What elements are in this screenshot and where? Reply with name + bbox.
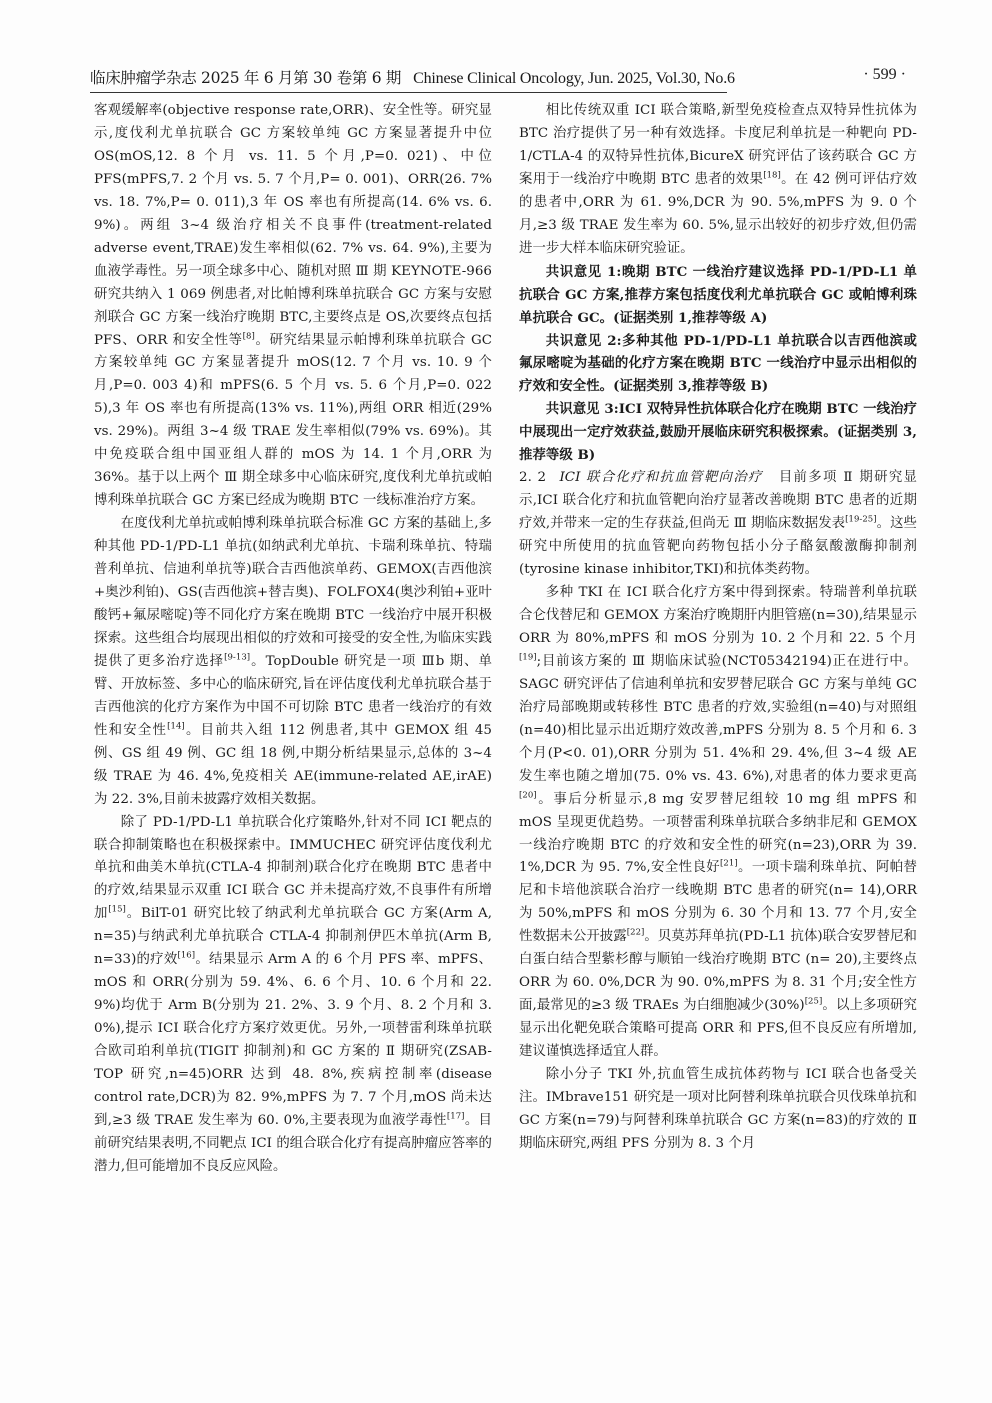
text: 。研究结果显示帕博利珠单抗联合 GC 方案较单纯 GC 方案显著提升 mOS(12. 7 个月 vs. 10. 9 个月,P=0. 003 4)和 mPFS(6. 5 个月 vs. 5. 6 个月,P=0. 022 5),3 年 OS 率也有所提高(13% vs. 11%),两组 ORR 相近(29% vs. 29%)。两组 3~4 级 TRAE 发生率相似(79% vs. 69%)。其中免疫联合组中国亚组人群的 mOS 为 14. 1 个月,ORR 为 36%。基于以上两个 Ⅲ 期全球多中心临床研究,度伐利尤单抗或帕博利珠单抗联合 GC 方案已经成为晚期 BTC 一线标准治疗方案。 (94, 332, 492, 509)
text: 。一项卡瑞利珠单抗、阿帕替尼和卡培他滨联合治疗一线晚期 BTC 患者的研究(n= 14),ORR 为 50%,mPFS 和 mOS 分别为 6. 30 个月和 13. 77 个月,安全性数据未公开披露 (519, 860, 917, 945)
citation: [16] (177, 950, 196, 961)
page-number: · 599 · (863, 66, 906, 83)
consensus-3: 共识意见 3:ICI 双特异性抗体联合化疗在晚期 BTC 一线治疗中展现出一定疗效获益,鼓励开展临床研究积极探索。(证据类别 3,推荐等级 B) (519, 401, 917, 464)
citation: [14] (167, 721, 185, 732)
journal-title-cn: 临床肿瘤学杂志 2025 年 6 月第 30 卷第 6 期 (90, 69, 402, 87)
text: 除了 PD-1/PD-L1 单抗联合化疗策略外,针对不同 ICI 靶点的联合抑制策略也在积极探索中。IMMUCHEC 研究评估度伐利尤单抗和曲美木单抗(CTLA-4 抑制剂)联合化疗在晚期 BTC 患者中的疗效,结果显示双重 ICI 联合 GC 并未提高疗效,不良事件有所增加 (94, 814, 492, 922)
running-header (90, 62, 910, 94)
right-column (519, 100, 917, 1156)
section-title: ICI 联合化疗和抗血管靶向治疗 (559, 470, 763, 486)
citation: [15] (108, 904, 126, 915)
citation: [22] (626, 927, 645, 938)
journal-running-head (90, 66, 735, 93)
consensus-1: 共识意见 1:晚期 BTC 一线治疗建议选择 PD-1/PD-L1 单抗联合 GC 方案,推荐方案包括度伐利尤单抗联合 GC 或帕博利珠单抗联合 GC。(证据类别 1,推荐等级 A) (519, 263, 917, 326)
section-number: 2. 2 (519, 470, 547, 486)
text: 。目前研究结果表明,不同靶点 ICI 的组合联合化疗有提高肿瘤应答率的潜力,但可能增加不良反应风险。 (94, 1112, 492, 1174)
section-paragraph (519, 467, 917, 582)
citation: [17] (446, 1111, 465, 1122)
text: 。贝莫苏拜单抗(PD-L1 抗体)联合安罗替尼和白蛋白结合型紫杉醇与顺铂一线治疗晚期 BTC (n= 20),主要终点 ORR 为 60. 0%,DCR 为 90. 0%,mPFS 为 8. 31 个月;安全性方面,最常见的≥3 级 TRAEs 为白细胞减少(30%) (519, 929, 917, 1014)
left-column (94, 100, 492, 1179)
text: 。BilT-01 研究比较了纳武利尤单抗联合 GC 方案(Arm A, n=35)与纳武利尤单抗联合 CTLA-4 抑制剂伊匹木单抗(Arm B, n=33)的疗效 (94, 906, 492, 968)
paragraph (94, 100, 492, 513)
text: 多种 TKI 在 ICI 联合化疗方案中得到探索。特瑞普利单抗联合仑伐替尼和 GEMOX 方案治疗晚期肝内胆管癌(n=30),结果显示 ORR 为 80%,mPFS 和 mOS 分别为 10. 2 个月和 22. 5 个月 (519, 585, 917, 646)
citation: [19] (519, 652, 537, 663)
text: 。以上多项研究显示出化靶免联合策略可提高 ORR 和 PFS,但不良反应有所增加,建议谨慎选择适宜人群。 (519, 998, 917, 1060)
journal-title-en: Chinese Clinical Oncology, Jun. 2025, Vol.30, No.6 (413, 70, 735, 87)
text: 。这些研究中所使用的抗血管靶向药物包括小分子酪氨酸激酶抑制剂(tyrosine kinase inhibitor,TKI)和抗体类药物。 (519, 516, 917, 578)
citation: [9-13] (224, 652, 251, 663)
citation: [8] (242, 331, 255, 342)
text: 。TopDouble 研究是一项 Ⅲb 期、单臂、开放标签、多中心的临床研究,旨在评估度伐利尤单抗联合基于吉西他滨的化疗方案作为中国不可切除 BTC 患者一线治疗的有效性和安全性 (94, 653, 492, 738)
text: ;目前该方案的 Ⅲ 期临床试验(NCT05342194)正在进行中。SAGC 研究评估了信迪利单抗和安罗替尼联合 GC 方案与单纯 GC 治疗局部晚期或转移性 BTC 患者的疗效,实验组(n=40)与对照组(n=40)相比显示出近期疗效改善,mPFS 分别为 8. 5 个月和 6. 3 个月(P<0. 01),ORR 分别为 51. 4%和 29. 4%,但 3~4 级 AE 发生率也随之增加(75. 0% vs. 43. 6%),对患者的体力要求更高 (519, 653, 917, 784)
citation: [20] (519, 790, 537, 801)
paragraph (519, 100, 917, 261)
paragraph: 除小分子 TKI 外,抗血管生成抗体药物与 ICI 联合也备受关注。IMbrave151 研究是一项对比阿替利珠单抗联合贝伐珠单抗和 GC 方案(n=79)与阿替利珠单抗联合 GC 方案(n=83)的疗效的 Ⅱ 期临床研究,两组 PFS 分别为 8. 3 个月 (519, 1067, 917, 1151)
text: 目前多项 Ⅱ 期研究显示,ICI 联合化疗和抗血管靶向治疗显著改善晚期 BTC 患者的近期疗效,并带来一定的生存获益,但尚无 Ⅲ 期临床数据发表 (519, 470, 917, 532)
citation: [19-25] (845, 514, 877, 525)
text: 相比传统双重 ICI 联合策略,新型免疫检查点双特异性抗体为 BTC 治疗提供了另一种有效选择。卡度尼利单抗是一种靶向 PD-1/CTLA-4 的双特异性抗体,BicureX 研究评估了该药联合 GC 方案用于一线治疗中晚期 BTC 患者的效果 (519, 103, 917, 187)
citation: [21] (720, 858, 738, 869)
consensus-2: 共识意见 2:多种其他 PD-1/PD-L1 单抗联合以吉西他滨或氟尿嘧啶为基础的化疗方案在晚期 BTC 一线治疗中显示出相似的疗效和安全性。(证据类别 3,推荐等级 B) (519, 332, 917, 395)
text: 客观缓解率(objective response rate,ORR)、安全性等。研究显示,度伐利尤单抗联合 GC 方案较单纯 GC 方案显著提升中位 OS(mOS,12. 8 个月 vs. 11. 5 个月,P=0. 021)、中位 PFS(mPFS,7. 2 个月 vs. 5. 7 个月,P= 0. 001)、ORR(26. 7% vs. 18. 7%,P= 0. 011),3 年 OS 率也有所提高(14. 6% vs. 6. 9%)。两组 3~4 级治疗相关不良事件(treatment-related adverse event,TRAE)发生率相似(62. 7% vs. 64. 9%),主要为血液学毒性。另一项全球多中心、随机对照 Ⅲ 期 KEYNOTE-966 研究共纳入 1 069 例患者,对比帕博利珠单抗联合 GC 方案与安慰剂联合 GC 方案一线治疗晚期 BTC,主要终点是 OS,次要终点包括 PFS、ORR 和安全性等 (94, 103, 492, 348)
text: 。结果显示 Arm A 的 6 个月 PFS 率、mPFS、mOS 和 ORR(分别为 59. 4%、6. 6 个月、10. 6 个月和 22. 9%)均优于 Arm B(分别为 21. 2%、3. 9 个月、8. 2 个月和 3. 0%),提示 ICI 联合化疗方案疗效更优。另外,一项替雷利珠单抗联合欧司珀利单抗(TIGIT 抑制剂)和 GC 方案的 Ⅱ 期研究(ZSAB-TOP 研究,n=45)ORR 达到 48. 8%,疾病控制率(disease control rate,DCR)为 82. 9%,mPFS 为 7. 7 个月,mOS 尚未达到,≥3 级 TRAE 发生率为 60. 0%,主要表现为血液学毒性 (94, 952, 492, 1128)
paragraph (519, 582, 917, 1064)
text: 在度伐利尤单抗或帕博利珠单抗联合标准 GC 方案的基础上,多种其他 PD-1/PD-L1 单抗(如纳武利尤单抗、卡瑞利珠单抗、特瑞普利单抗、信迪利单抗等)联合吉西他滨单药、GEMOX(吉西他滨+奥沙利铂)、GS(吉西他滨+替吉奥)、FOLFOX4(奥沙利铂+亚叶酸钙+氟尿嘧啶)等不同化疗方案在晚期 BTC 一线治疗中展开积极探索。这些组合均展现出相似的疗效和可接受的安全性,为临床实践提供了更多治疗选择 (94, 516, 492, 669)
text: 。在 42 例可评估疗效的患者中,ORR 为 61. 9%,DCR 为 90. 5%,mPFS 为 9. 0 个月,≥3 级 TRAE 发生率为 60. 5%,显示出较好的初步疗效,但仍需进一步大样本临床研究验证。 (519, 171, 917, 256)
text: 。目前共入组 112 例患者,其中 GEMOX 组 45 例、GS 组 49 例、GC 组 18 例,中期分析结果显示,总体的 3~4 级 TRAE 为 46. 4%,免疫相关 AE(immune-related AE,irAE)为 22. 3%,目前未披露疗效相关数据。 (94, 722, 493, 807)
paragraph (94, 513, 492, 811)
citation: [18] (763, 170, 781, 181)
paragraph (94, 812, 492, 1179)
citation: [25] (804, 996, 823, 1007)
text: 。事后分析显示,8 mg 安罗替尼组较 10 mg 组 mPFS 和 mOS 呈现更优趋势。一项替雷利珠单抗联合多纳非尼和 GEMOX 一线治疗晚期 BTC 的疗效和安全性的研究(n=23),ORR 为 39. 1%,DCR 为 95. 7%,安全性良好 (519, 791, 917, 876)
